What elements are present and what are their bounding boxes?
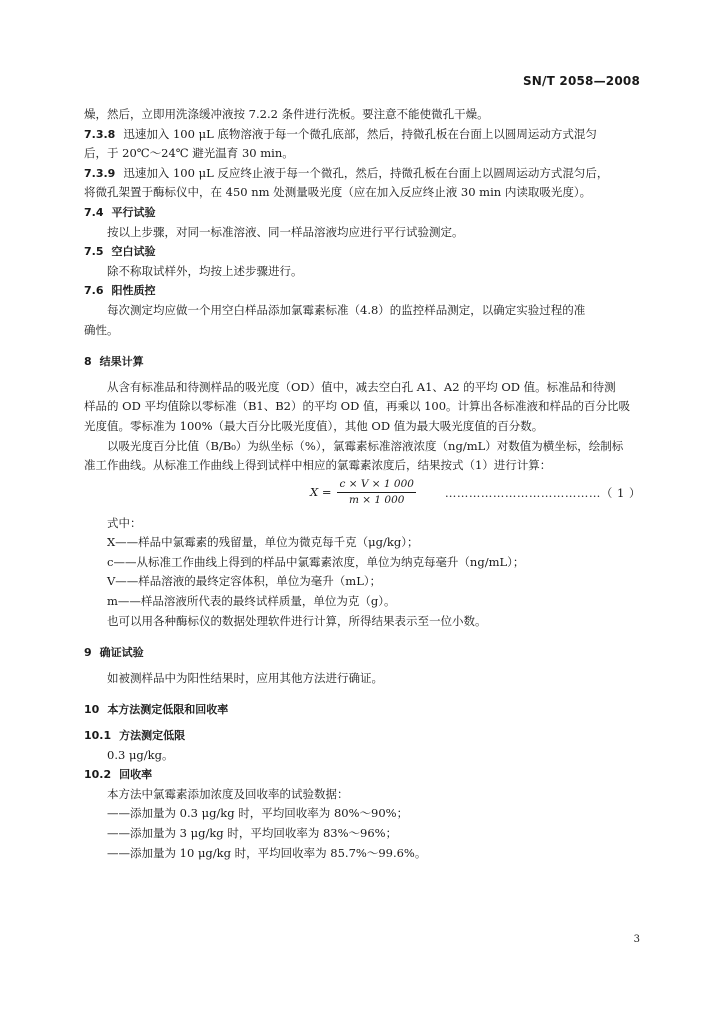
heading-title: 阳性质控	[111, 284, 156, 298]
heading-title: 本方法测定低限和回收率	[107, 703, 229, 717]
clause-text: 迅速加入 100 μL 反应终止液于每一个微孔，然后，持微孔板在台面上以圆周运动方式混匀后，	[123, 165, 609, 180]
definition-c: c——从标准工作曲线上得到的样品中氯霉素浓度，单位为纳克每毫升（ng/mL）；	[107, 554, 525, 569]
clause-7-3-8-line-2: 后，于 20℃～24℃ 避光温育 30 min。	[84, 146, 294, 161]
clause-7-3-9-line-2: 将微孔架置于酶标仪中，在 450 nm 处测量吸光度（应在加入反应终止液 30 min 内读取吸光度）。	[84, 185, 592, 200]
clause-number: 7.3.8	[84, 127, 116, 141]
where-label: 式中：	[107, 515, 142, 530]
heading-number: 7.4	[84, 205, 104, 219]
heading-number: 10.2	[84, 768, 112, 782]
clause-number: 7.3.9	[84, 166, 116, 180]
heading-number: 7.6	[84, 284, 104, 298]
heading-10-1	[84, 726, 641, 746]
formula-fraction	[337, 478, 415, 507]
paragraph-7-5: 除不称取试样外，均按上述步骤进行。	[107, 263, 303, 278]
heading-title: 确证试验	[99, 646, 144, 660]
paragraph-8-1-line-2: 样品的 OD 平均值除以零标准（B1、B2）的平均 OD 值，再乘以 100。计算出各标准液和样品的百分比吸	[84, 399, 631, 414]
paragraph-7-6-line-2: 确性。	[84, 322, 119, 337]
formula-1	[84, 478, 641, 508]
paragraph-7-6-line-1: 每次测定均应做一个用空白样品添加氯霉素标准（4.8）的监控样品测定，以确定实验过程的准	[107, 302, 586, 317]
formula-denominator: m × 1 000	[348, 493, 405, 506]
heading-number: 10.1	[84, 729, 112, 743]
heading-title: 平行试验	[111, 205, 156, 219]
formula-expression	[310, 478, 416, 507]
definition-m: m——样品溶液所代表的最终试样质量，单位为克（g）。	[107, 594, 396, 609]
paragraph-10-1: 0.3 μg/kg。	[107, 747, 174, 762]
page-content	[84, 105, 641, 863]
heading-7-5	[84, 242, 641, 262]
formula-lhs: X =	[310, 485, 332, 500]
clause-7-3-9-line-1	[84, 164, 641, 184]
heading-number: 7.5	[84, 245, 104, 259]
heading-8	[84, 352, 641, 372]
page-number: 3	[633, 934, 640, 945]
heading-title: 方法测定低限	[119, 729, 186, 743]
paragraph-8-2-line-2: 准工作曲线。从标准工作曲线上得到试样中相应的氯霉素浓度后，结果按式（1）进行计算：	[84, 458, 552, 473]
paragraph-8-1-line-3: 光度值。零标准为 100%（最大百分比吸光度值），其他 OD 值为最大吸光度值的百分数。	[84, 418, 544, 433]
paragraph-9: 如被测样品中为阳性结果时，应用其他方法进行确证。	[107, 670, 383, 685]
heading-7-4	[84, 203, 641, 223]
paragraph-10-2-intro: 本方法中氯霉素添加浓度及回收率的试验数据：	[107, 786, 349, 801]
heading-10	[84, 700, 641, 720]
heading-9	[84, 643, 641, 663]
paragraph-intro: 燥，然后，立即用洗涤缓冲液按 7.2.2 条件进行洗板。要注意不能使微孔干燥。	[84, 107, 489, 121]
heading-title: 回收率	[119, 768, 153, 782]
standard-code: SN/T 2058—2008	[522, 74, 640, 88]
heading-title: 结果计算	[99, 355, 144, 369]
paragraph-8-1-line-1: 从含有标准品和待测样品的吸光度（OD）值中，减去空白孔 A1、A2 的平均 OD 值。标准品和待测	[107, 379, 616, 394]
list-item: ——添加量为 10 μg/kg 时，平均回收率为 85.7%～99.6%。	[107, 845, 427, 860]
list-item: ——添加量为 3 μg/kg 时，平均回收率为 83%～96%；	[107, 826, 398, 840]
heading-number: 9	[84, 646, 92, 660]
list-item: ——添加量为 0.3 μg/kg 时，平均回收率为 80%～90%；	[107, 806, 409, 821]
heading-number: 8	[84, 355, 92, 369]
clause-7-3-8-line-1	[84, 125, 641, 145]
definition-x: X——样品中氯霉素的残留量，单位为微克每千克（μg/kg）；	[107, 535, 419, 550]
heading-7-6	[84, 281, 641, 301]
heading-number: 10	[84, 703, 100, 717]
definition-v: V——样品溶液的最终定容体积，单位为毫升（mL）；	[107, 574, 382, 589]
heading-10-2	[84, 765, 641, 785]
heading-title: 空白试验	[111, 245, 156, 259]
equation-number: …………………………………（ 1 ）	[444, 485, 641, 500]
paragraph-8-2-line-1: 以吸光度百分比值（B/B₀）为纵坐标（%），氯霉素标准溶液浓度（ng/mL）对数值为横坐标，绘制标	[107, 438, 624, 453]
clause-text: 迅速加入 100 μL 底物溶液于每一个微孔底部，然后，持微孔板在台面上以圆周运动方式混匀	[123, 126, 597, 141]
formula-numerator: c × V × 1 000	[337, 478, 415, 493]
paragraph-7-4: 按以上步骤，对同一标准溶液、同一样品溶液均应进行平行试验测定。	[107, 224, 464, 239]
calculation-note: 也可以用各种酶标仪的数据处理软件进行计算，所得结果表示至一位小数。	[107, 613, 487, 628]
